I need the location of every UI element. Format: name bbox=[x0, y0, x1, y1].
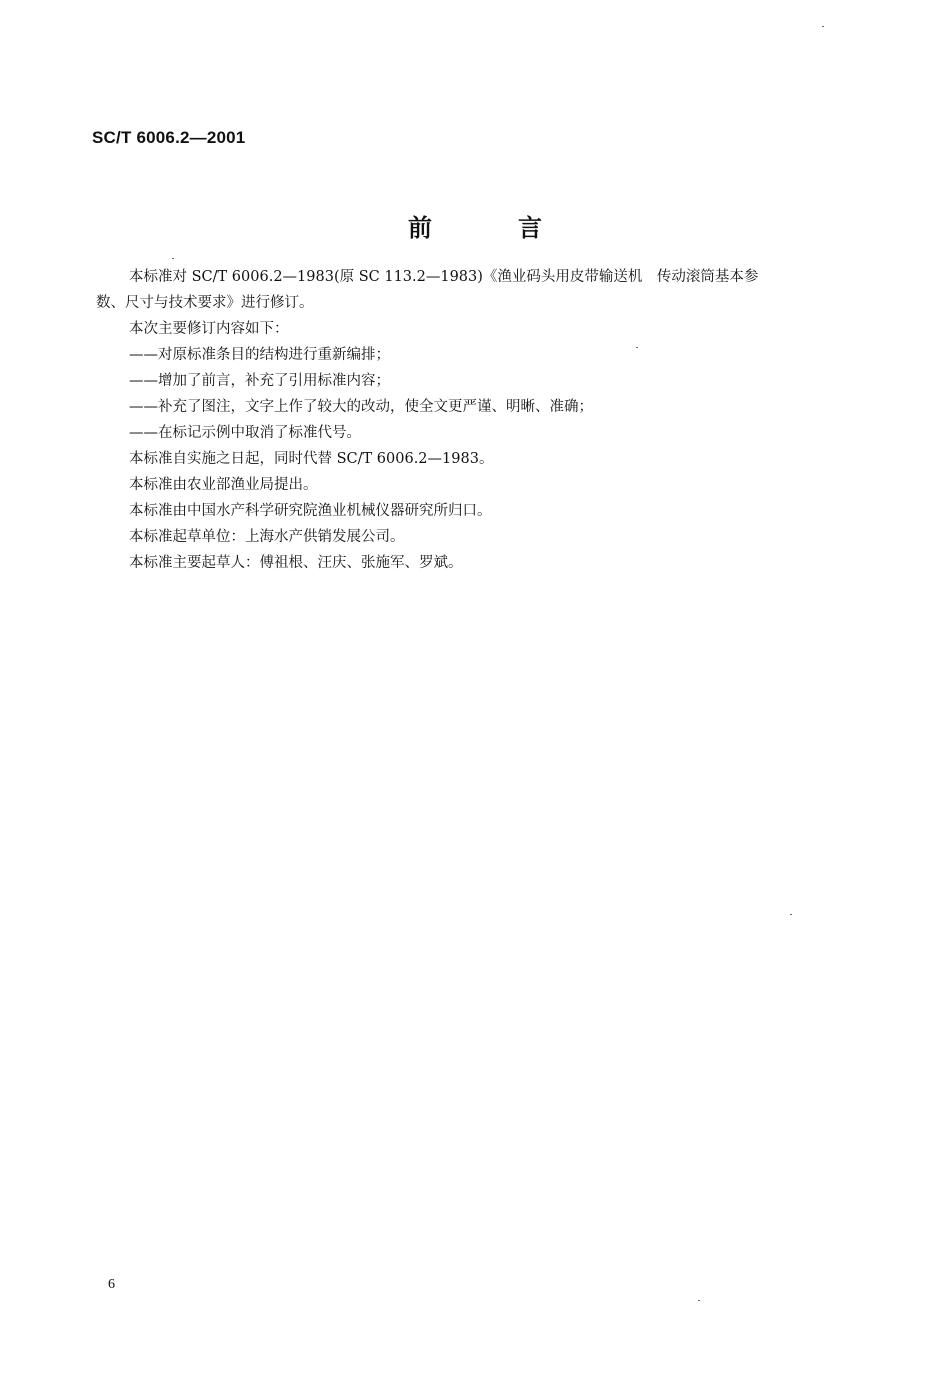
list-item: ——在标记示例中取消了标准代号。 bbox=[129, 425, 361, 441]
list-item: ——补充了图注，文字上作了较大的改动，使全文更严谨、明晰、准确； bbox=[129, 399, 593, 415]
paragraph-line: 本次主要修订内容如下： bbox=[129, 321, 289, 337]
page-title bbox=[0, 208, 950, 243]
standard-code: SC/T 6006.2—2001 bbox=[92, 128, 246, 147]
paragraph-line: 本标准自实施之日起，同时代替 SC/T 6006.2—1983。 bbox=[129, 451, 494, 467]
scan-speck bbox=[636, 347, 638, 348]
paragraph-line: 本标准由农业部渔业局提出。 bbox=[129, 477, 318, 493]
title-char-2: 言 bbox=[518, 214, 542, 242]
scan-speck bbox=[172, 258, 174, 259]
paragraph-line: 数、尺寸与技术要求》进行修订。 bbox=[96, 295, 314, 311]
paragraph-line: 本标准主要起草人：傅祖根、汪庆、张施军、罗斌。 bbox=[129, 555, 463, 571]
list-item: ——增加了前言，补充了引用标准内容； bbox=[129, 373, 390, 389]
paragraph-line: 本标准起草单位：上海水产供销发展公司。 bbox=[129, 529, 405, 545]
title-char-1: 前 bbox=[408, 214, 432, 242]
paragraph-line: 本标准对 SC/T 6006.2—1983(原 SC 113.2—1983)《渔业码头用皮带输送机 传动滚筒基本参 bbox=[129, 269, 759, 285]
paragraph-line: 本标准由中国水产科学研究院渔业机械仪器研究所归口。 bbox=[129, 503, 492, 519]
scan-speck bbox=[790, 914, 792, 915]
scan-speck bbox=[822, 26, 824, 27]
foreword-body bbox=[96, 264, 864, 576]
list-item: ——对原标准条目的结构进行重新编排； bbox=[129, 347, 390, 363]
scan-speck bbox=[698, 1300, 700, 1301]
page-number: 6 bbox=[108, 1277, 115, 1292]
